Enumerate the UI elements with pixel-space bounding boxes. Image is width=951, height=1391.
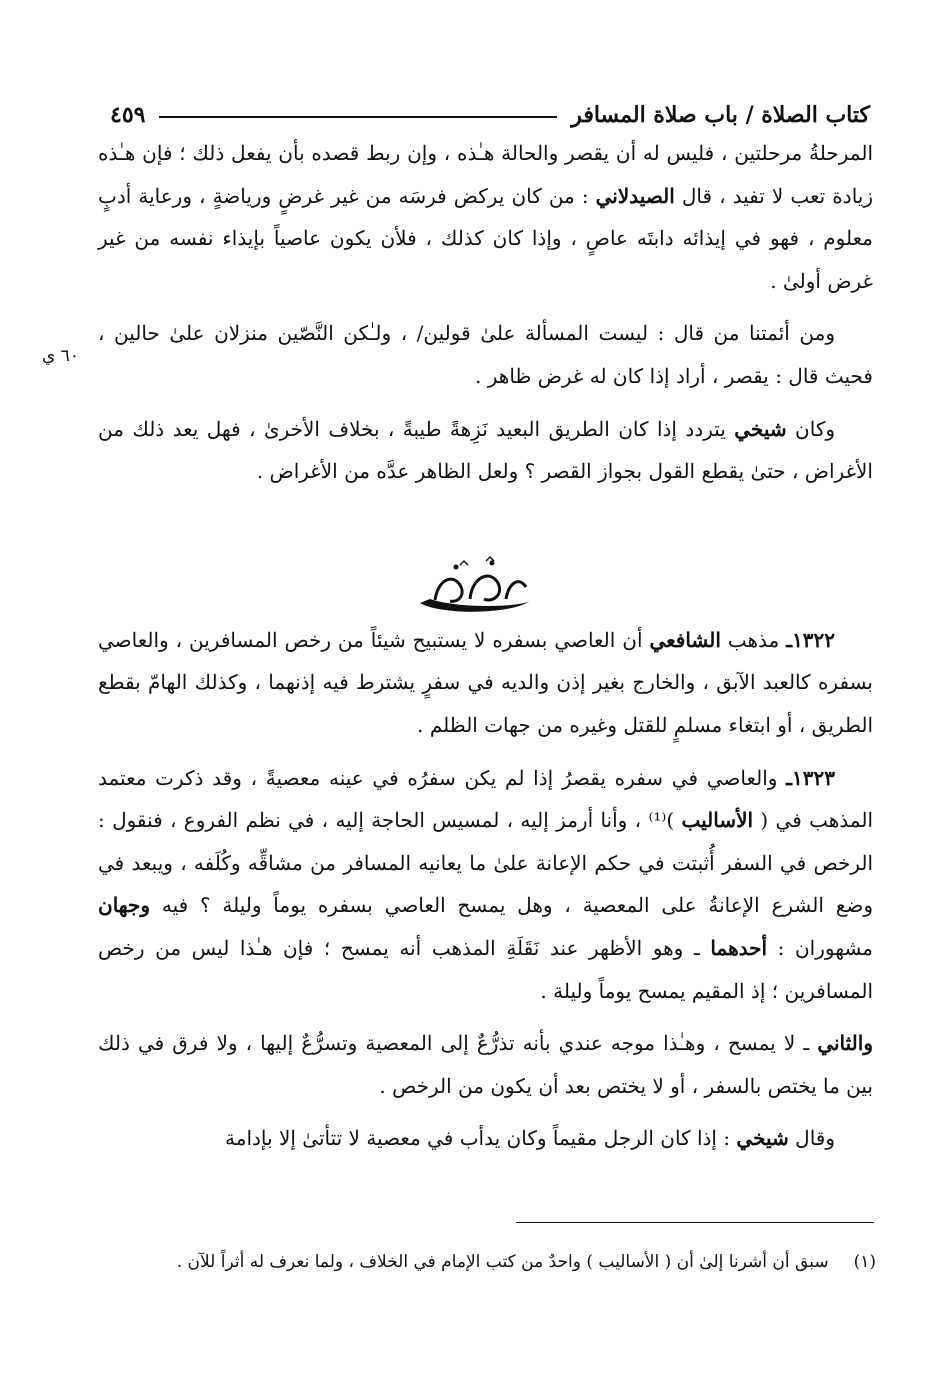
name-shaykhi: شيخي [734,416,787,441]
paragraph-last: وقال شيخي : إذا كان الرجل مقيماً وكان يدأب في معصية لا تتأتىٰ إلا بإدامة [225,1126,835,1151]
name-shafii: الشافعي [649,627,721,652]
name-saydalani: الصيدلاني [595,183,675,208]
paragraph-3: وكان شيخي يتردد إذا كان الطريق البعيد نَزِهةً طيبةً ، بخلاف الأخرىٰ ، فهل يعد ذلك من الأغراض ، حتىٰ يقطع القول بجواز القصر ؟ ولعل الظاهر عدَّه من الأغراض . [98,416,873,484]
svg-text:فصل: فصل [473,597,477,598]
main-text [98,132,873,1160]
issue-number: ١٣٢٣ـ [786,765,835,790]
paragraph-1322: ١٣٢٢ـ مذهب الشافعي أن العاصي بسفره لا يستبيح شيئاً من رخص المسافرين ، والعاصي بسفره كالعبد الآبق ، والخارج بغير إذن والديه في سفرٍ يشترط فيه إذنهما ، وكذلك الهامّ بقطع الطريق ، أو ابتغاء مسلمٍ للقتل وغيره من جهات الظلم . [98,627,873,737]
footnote-separator [516,1222,874,1223]
fasl-calligraphy-heading [400,555,550,625]
footnote-number: (١) [853,1252,876,1272]
footnote-text: سبق أن أشرنا إلىٰ أن ( الأساليب ) واحدٌ من كتب الإمام في الخلاف ، ولما نعرف له أثراً للآن . [176,1252,829,1272]
paragraph-1: المرحلةُ مرحلتين ، فليس له أن يقصر والحالة هـٰذه ، وإن ربط قصده بأن يفعل ذلك ؛ فإن هـٰذه زيادة تعب لا تفيد ، قال الصيدلاني : من كان يركض فرسَه من غير غرضٍ ورياضةٍ ، ورعاية أدبٍ معلوم ، فهو في إيذائه دابتَه عاصٍ ، وإذا كان كذلك ، فلأن يكون عاصياً بإيذاء نفسه من غير غرض أولىٰ . [98,141,874,293]
header-rule [159,116,557,118]
paragraph-1323: ١٣٢٣ـ والعاصي في سفره يقصرُ إذا لم يكن سفرُه في عينه معصيةً ، وقد ذكرت معتمد المذهب في ( الأساليب )⁽¹⁾ ، وأنا أرمز إليه ، لمسيس الحاجة إليه ، في نظم الفروع ، فنقول : الرخص في السفر أُثبتت في حكم الإعانة علىٰ ما يعانيه المسافر من مشاقِّه وكُلَفه ، ويبعد في وضع الشرع الإعانةُ على المعصية ، وهل يمسح العاصي بسفره يوماً وليلة ؟ فيه وجهان مشهوران : أحدهما ـ وهو الأظهر عند نَقَلَةِ المذهب أنه يمسح ؛ فإن هـٰذا ليس من رخص المسافرين ؛ إذ المقيم يمسح يوماً وليلة . [98,765,874,1003]
running-header [110,78,870,128]
footnote [98,1246,876,1278]
paragraph-second-view: والثاني ـ لا يمسح ، وهـٰذا موجه عندي بأنه تذرُّعٌ إلى المعصية وتسرُّعٌ إليها ، ولا فرق في ذلك بين ما يختص بالسفر ، أو لا يختص بعد أن يكون من الرخص . [98,1031,873,1098]
paragraph-2: ومن أئمتنا من قال : ليست المسألة علىٰ قولين/ ، ولـٰكن النَّصّين منزلان علىٰ حالين ، فحيث قال : يقصر ، أراد إذا كان له غرض ظاهر . [98,321,873,388]
name-shaykhi: شيخي [736,1126,789,1151]
issue-number: ١٣٢٢ـ [786,627,836,652]
page-number: ٤٥٩ [110,102,146,128]
book-title-asalib: الأساليب [681,808,754,833]
header-title: كتاب الصلاة / باب صلاة المسافر [571,102,870,128]
margin-folio-note: ٦٠ ي [42,346,79,366]
